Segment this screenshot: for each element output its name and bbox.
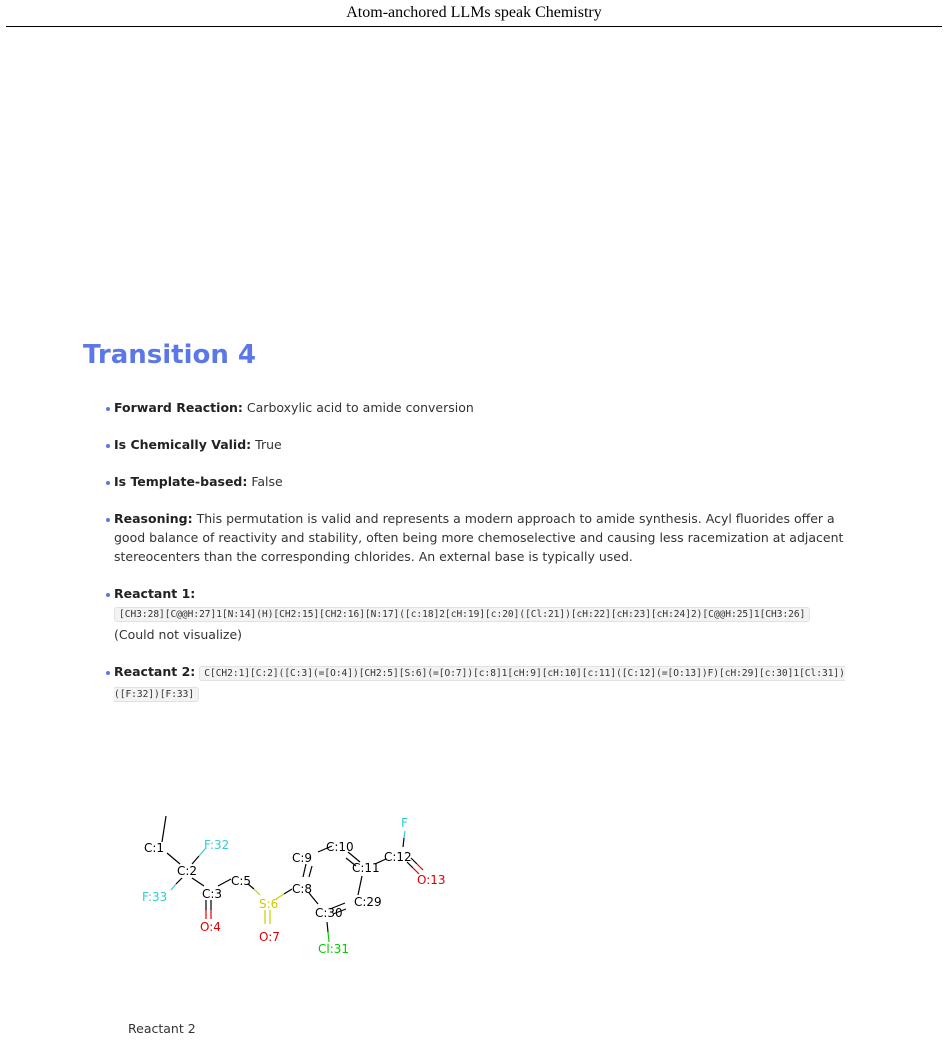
bond: [192, 856, 199, 864]
atom-label: S:6: [259, 897, 279, 911]
detail-is-template: [106, 472, 846, 491]
atom-label: C:9: [292, 851, 313, 865]
atom-label: C:29: [354, 895, 382, 909]
reactant-1-note: (Could not visualize): [114, 627, 243, 642]
atom-label: Cl:31: [318, 942, 350, 956]
bond: [327, 922, 328, 932]
detail-label: Is Chemically Valid:: [114, 437, 252, 452]
bond: [328, 932, 329, 942]
atom-label: C:30: [315, 906, 343, 920]
atom-label: O:7: [259, 930, 280, 944]
reactant-2-structure: [120, 800, 520, 980]
transition-details: [106, 398, 846, 722]
detail-reactant-1: [106, 584, 846, 644]
figure-caption: Reactant 2: [128, 1021, 196, 1036]
bond: [192, 878, 204, 886]
atom-label: C:11: [352, 861, 380, 875]
detail-value: This permutation is valid and represents a modern approach to amide synthesis. Acyl fluorides offer a good balance of reactivity and stability, often being more chemoselective and causing less racemization at adjacent stereocenters than the corresponding chlorides. An external base is typically used.: [114, 511, 844, 564]
atom-label: F: [401, 816, 408, 830]
atom-label: F:33: [142, 890, 168, 904]
detail-label: Reactant 1:: [114, 586, 196, 601]
atom-label: O:4: [200, 920, 221, 934]
detail-label: Forward Reaction:: [114, 400, 243, 415]
bond: [411, 858, 417, 864]
bond: [171, 884, 176, 890]
header-rule: [6, 26, 942, 27]
atom-label: C:10: [326, 840, 354, 854]
atom-label: F:32: [204, 838, 230, 852]
detail-value: False: [251, 474, 283, 489]
reactant-2-smiles: C[CH2:1][C:2]([C:3](=[O:4])[CH2:5][S:6](=[O:7])[c:8]1[cH:9][cH:10][c:11]([C:12](=[O:13])F)[cH:29][c:30]1[Cl:31])([F:32])[F:33]: [114, 668, 845, 700]
bond: [303, 864, 306, 877]
atom-label: C:8: [292, 882, 313, 896]
detail-reasoning: [106, 509, 846, 566]
bond: [403, 838, 404, 847]
bond: [162, 816, 166, 842]
bond: [218, 879, 231, 886]
bond: [358, 876, 362, 895]
bond: [176, 878, 182, 884]
atom-label: C:5: [231, 874, 252, 888]
section-title: Transition 4: [83, 340, 256, 370]
detail-label: Reasoning:: [114, 511, 193, 526]
detail-value: True: [255, 437, 282, 452]
bond: [254, 889, 260, 895]
detail-is-valid: [106, 435, 846, 454]
bond: [284, 889, 292, 894]
bond: [417, 864, 423, 870]
molecule-atom-labels: [142, 816, 446, 956]
detail-label: Is Template-based:: [114, 474, 248, 489]
atom-label: C:3: [202, 887, 223, 901]
bond: [167, 853, 180, 864]
detail-label: Reactant 2:: [114, 664, 196, 679]
atom-label: O:13: [417, 873, 446, 887]
running-header: Atom-anchored LLMs speak Chemistry: [346, 4, 602, 21]
bond: [309, 866, 312, 877]
detail-reactant-2: [106, 662, 846, 704]
atom-label: C:2: [177, 864, 198, 878]
atom-label: C:12: [384, 850, 412, 864]
detail-value: Carboxylic acid to amide conversion: [246, 400, 474, 415]
bond: [404, 831, 405, 838]
detail-forward-reaction: [106, 398, 846, 417]
reactant-1-smiles: [CH3:28][C@@H:27]1[N:14](H)[CH2:15][CH2:16][N:17]([c:18]2[cH:19][c:20]([Cl:21])[cH:22][cH:23][cH:24]2)[C@@H:25]1[CH3:26]: [114, 607, 810, 622]
atom-label: C:1: [144, 841, 165, 855]
